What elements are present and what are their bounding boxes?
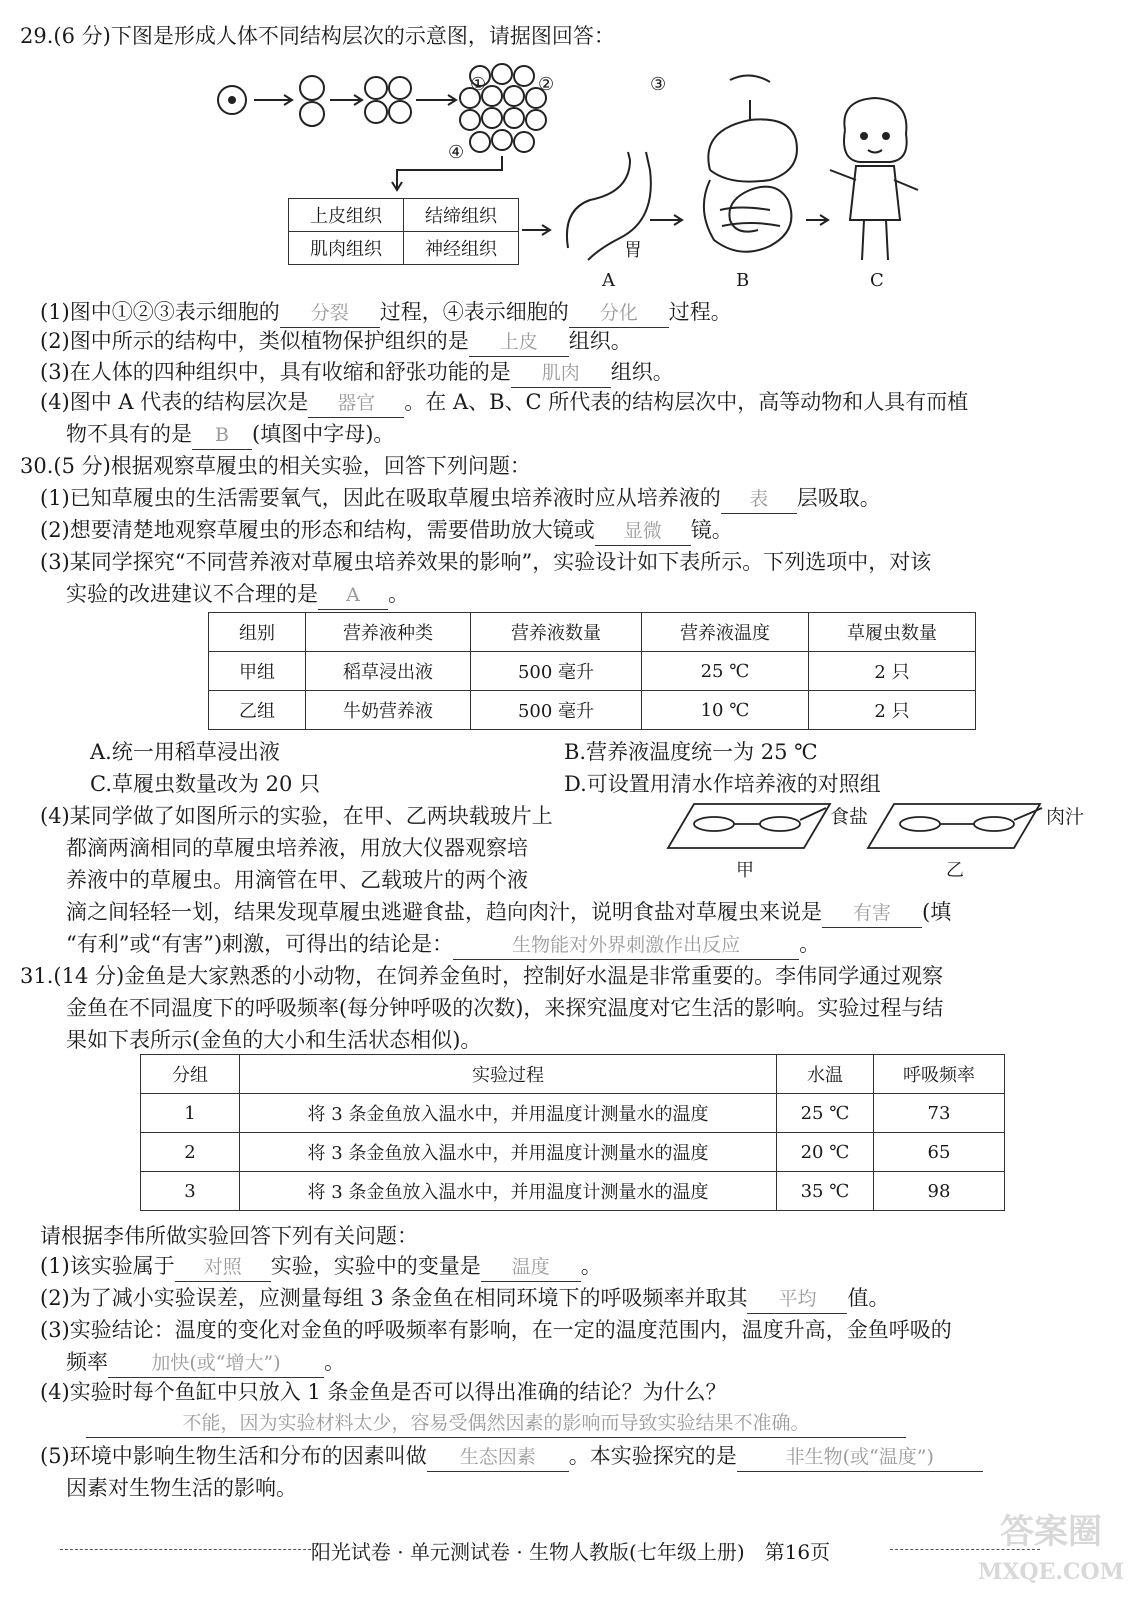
q30-sub1: (1)已知草履虫的生活需要氧气，因此在吸取草履虫培养液时应从培养液的 表 层吸取。	[40, 484, 881, 514]
table-cell: 将 3 条金鱼放入温水中，并用温度计测量水的温度	[240, 1133, 777, 1172]
tissue-connective: 结缔组织	[404, 199, 519, 232]
label-b: B	[736, 270, 750, 291]
q30-sub3-cont: 实验的改进建议不合理的是 A 。	[66, 580, 409, 610]
table-header: 呼吸频率	[874, 1055, 1005, 1094]
q31-sub3: (3)实验结论：温度的变化对金鱼的呼吸频率有影响，在一定的温度范围内，温度升高，金鱼呼吸的	[40, 1318, 952, 1342]
table-header-row	[209, 613, 976, 652]
slide-jia-label: 甲	[736, 860, 754, 881]
table-cell: 2 只	[809, 691, 976, 730]
q30-sub4-line4: 滴之间轻轻一划，结果发现草履虫逃避食盐，趋向肉汁，说明食盐对草履虫来说是 有害 (填	[66, 898, 951, 928]
answer-blank: 肌肉	[511, 359, 611, 388]
q29-sub4: (4)图中 A 代表的结构层次是 器官 。在 A、B、C 所代表的结构层次中，高等动物和人具有而植	[40, 388, 968, 418]
answer-blank: 加快(或“增大”)	[108, 1349, 324, 1378]
q31-line2: 金鱼在不同温度下的呼吸频率(每分钟呼吸的次数)，来探究温度对它生活的影响。实验过程与结	[66, 996, 944, 1020]
answer-blank: 非生物(或“温度”)	[737, 1443, 983, 1472]
table-header: 水温	[777, 1055, 874, 1094]
answer-blank: 对照	[175, 1253, 271, 1282]
stomach-label: 胃	[624, 240, 642, 261]
q30-sub4-line3: 养液中的草履虫。用滴管在甲、乙载玻片的两个液	[66, 868, 528, 892]
table-header: 营养液种类	[306, 613, 471, 652]
table-cell: 乙组	[209, 691, 306, 730]
q30-sub4-line2: 都滴两滴相同的草履虫培养液，用放大仪器观察培	[66, 836, 528, 860]
table-header: 实验过程	[240, 1055, 777, 1094]
label-a: A	[602, 270, 615, 291]
q29-sub1: (1)图中①②③表示细胞的 分裂 过程，④表示细胞的 分化 过程。	[40, 298, 732, 328]
table-header: 草履虫数量	[809, 613, 976, 652]
answer-blank: 平均	[747, 1285, 847, 1314]
q29-sub3: (3)在人体的四种组织中，具有收缩和舒张功能的是 肌肉 组织。	[40, 358, 674, 388]
answer-blank: 有害	[822, 899, 922, 928]
table-cell: 3	[141, 1172, 240, 1211]
slide-yi-label: 乙	[946, 860, 964, 881]
q29-sub4-cont: 物不具有的是 B (填图中字母)。	[66, 420, 394, 450]
step-1-label: ①	[470, 74, 487, 95]
table-cell: 将 3 条金鱼放入温水中，并用温度计测量水的温度	[240, 1172, 777, 1211]
table-cell: 10 ℃	[642, 691, 809, 730]
table-cell: 25 ℃	[642, 652, 809, 691]
table-cell: 73	[874, 1094, 1005, 1133]
broth-label: 肉汁	[1046, 806, 1085, 828]
answer-blank: B	[192, 421, 252, 450]
option-b: B.营养液温度统一为 25 ℃	[564, 740, 818, 764]
q31-sub4-answer	[86, 1408, 906, 1438]
answer-blank: 显微	[595, 517, 691, 546]
answer-blank: 表	[721, 485, 797, 514]
q30-table	[208, 612, 976, 730]
tissue-table	[288, 198, 519, 265]
step-4-label: ④	[448, 142, 465, 163]
answer-blank: 分裂	[280, 299, 380, 328]
q30-sub4-line5: “有利”或“有害”)刺激，可得出的结论是： 生物能对外界刺激作出反应 。	[66, 930, 820, 960]
option-a: A.统一用稻草浸出液	[90, 740, 280, 764]
table-header: 营养液温度	[642, 613, 809, 652]
table-cell: 甲组	[209, 652, 306, 691]
q31-line1: 31.(14 分)金鱼是大家熟悉的小动物，在饲养金鱼时，控制好水温是非常重要的。李伟同学通过观察	[20, 964, 944, 988]
q30-sub3: (3)某同学探究“不同营养液对草履虫培养效果的影响”，实验设计如下表所示。下列选项中，对该	[40, 550, 932, 574]
answer-blank: 不能，因为实验材料太少，容易受偶然因素的影响而导致实验结果不准确。	[86, 1409, 906, 1438]
table-cell: 牛奶营养液	[306, 691, 471, 730]
answer-blank: 分化	[569, 299, 669, 328]
table-cell: 500 毫升	[471, 652, 642, 691]
table-row	[141, 1172, 1005, 1211]
option-d: D.可设置用清水作培养液的对照组	[564, 772, 881, 796]
table-header: 营养液数量	[471, 613, 642, 652]
answer-blank: A	[318, 581, 388, 610]
q31-sub5: (5)环境中影响生物生活和分布的因素叫做 生态因素 。本实验探究的是 非生物(或“温度”)	[40, 1442, 983, 1472]
step-3-label: ③	[650, 74, 667, 95]
salt-label: 食盐	[830, 806, 869, 828]
q29-title: 29.(6 分)下图是形成人体不同结构层次的示意图，请据图回答：	[20, 24, 615, 48]
answer-blank: 温度	[481, 1253, 581, 1282]
option-c: C.草履虫数量改为 20 只	[90, 772, 321, 796]
table-cell: 2 只	[809, 652, 976, 691]
tissue-epithelial: 上皮组织	[289, 199, 404, 232]
table-cell: 稻草浸出液	[306, 652, 471, 691]
table-header: 分组	[141, 1055, 240, 1094]
q31-sub1: (1)该实验属于 对照 实验，实验中的变量是 温度 。	[40, 1252, 602, 1282]
table-cell: 65	[874, 1133, 1005, 1172]
q30-title: 30.(5 分)根据观察草履虫的相关实验，回答下列问题：	[20, 454, 531, 478]
q30-sub2: (2)想要清楚地观察草履虫的形态和结构，需要借助放大镜或 显微 镜。	[40, 516, 733, 546]
table-cell: 98	[874, 1172, 1005, 1211]
q29-sub2: (2)图中所示的结构中，类似植物保护组织的是 上皮 组织。	[40, 327, 632, 357]
q31-line3: 果如下表所示(金鱼的大小和生活状态相似)。	[66, 1028, 482, 1052]
table-row	[209, 652, 976, 691]
q31-table	[140, 1054, 1005, 1211]
table-cell: 35 ℃	[777, 1172, 874, 1211]
person-illustration	[820, 90, 930, 270]
table-cell: 将 3 条金鱼放入温水中，并用温度计测量水的温度	[240, 1094, 777, 1133]
q30-sub4-line1: (4)某同学做了如图所示的实验，在甲、乙两块载玻片上	[40, 804, 553, 828]
answer-blank: 器官	[308, 389, 404, 418]
table-row	[141, 1094, 1005, 1133]
step-2-label: ②	[538, 74, 555, 95]
q31-sub4: (4)实验时每个鱼缸中只放入 1 条金鱼是否可以得出准确的结论？为什么？	[40, 1380, 727, 1404]
table-header: 组别	[209, 613, 306, 652]
answer-blank: 上皮	[469, 328, 569, 357]
q31-sub5-cont: 因素对生物生活的影响。	[66, 1476, 297, 1500]
tissue-nerve: 神经组织	[404, 232, 519, 265]
page-footer: 阳光试卷 · 单元测试卷 · 生物人教版(七年级上册) 第16页	[310, 1540, 831, 1564]
watermark: 答案圈 MXQE.COM	[977, 1512, 1125, 1585]
table-cell: 500 毫升	[471, 691, 642, 730]
answer-blank: 生态因素	[427, 1443, 569, 1472]
table-cell: 2	[141, 1133, 240, 1172]
answer-blank: 生物能对外界刺激作出反应	[453, 931, 799, 960]
table-row	[209, 691, 976, 730]
q31-sub3-cont: 频率 加快(或“增大”) 。	[66, 1348, 345, 1378]
tissue-muscle: 肌肉组织	[289, 232, 404, 265]
table-cell: 1	[141, 1094, 240, 1133]
q31-intro: 请根据李伟所做实验回答下列有关问题：	[40, 1224, 418, 1248]
table-cell: 25 ℃	[777, 1094, 874, 1133]
table-header-row	[141, 1055, 1005, 1094]
label-c: C	[870, 270, 884, 291]
table-row	[141, 1133, 1005, 1172]
q31-sub2: (2)为了减小实验误差，应测量每组 3 条金鱼在相同环境下的呼吸频率并取其 平均 值。	[40, 1284, 889, 1314]
table-cell: 20 ℃	[777, 1133, 874, 1172]
